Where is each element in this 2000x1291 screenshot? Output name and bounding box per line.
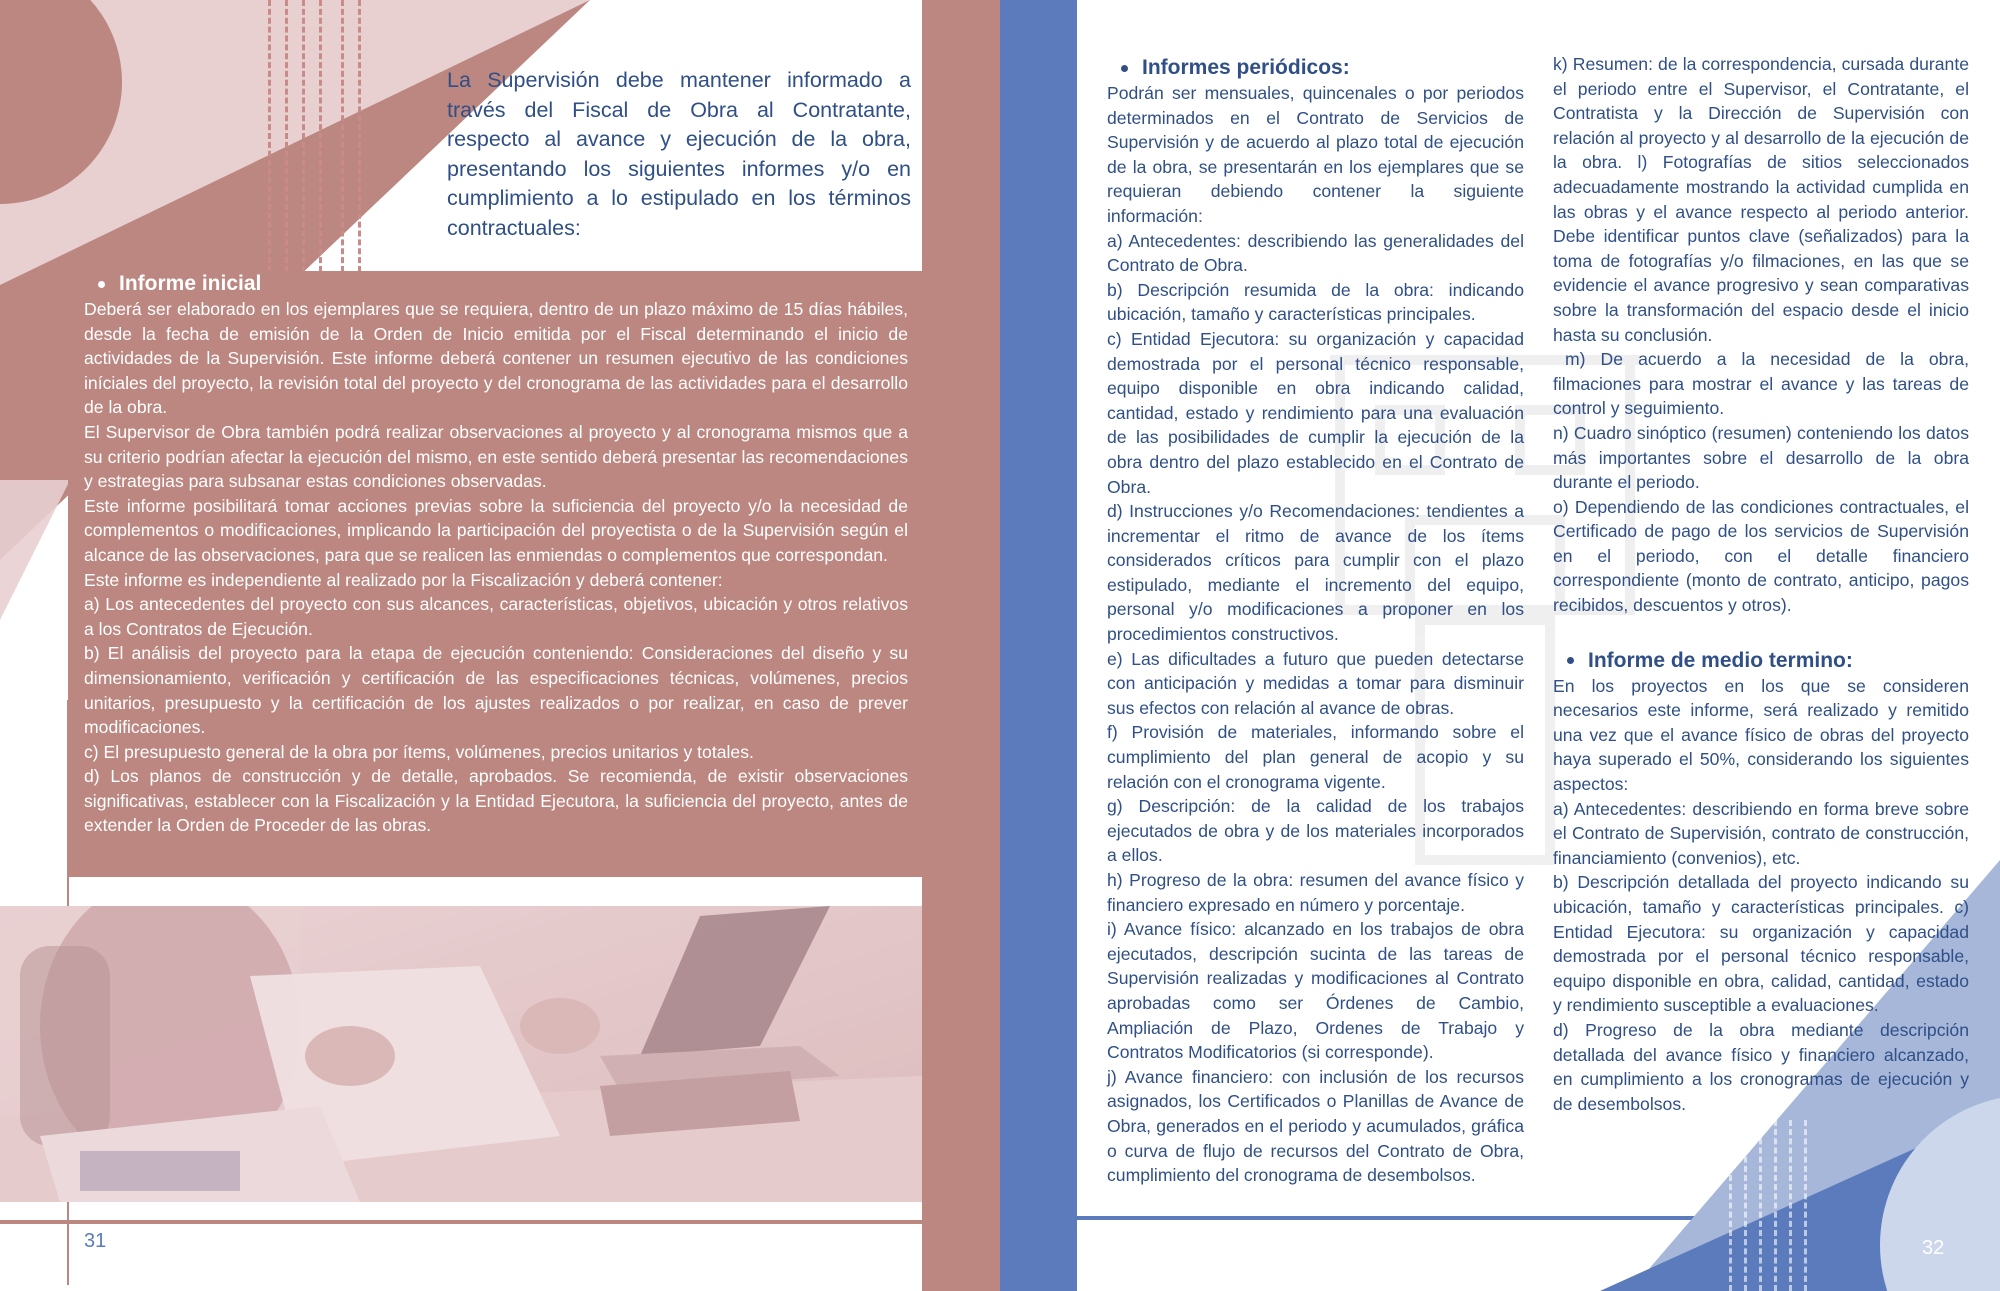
body-paragraph: m) De acuerdo a la necesidad de la obra, filmaciones para mostrar el avance y las tareas de control y seguimiento. [1553, 349, 1969, 419]
dashed-line [1759, 1120, 1762, 1291]
body-paragraph: k) Resumen: de la correspondencia, cursada durante el periodo entre el Supervisor, el Contratante, el Contratista y la Dirección de Supervisión con relación al proyecto y al desarrollo de la ejecución de la obra. l) Fotografías de sitios seleccionados adecuadamente mostrando la actividad cumplida en las obras y el avance respecto al periodo anterior. Debe identificar puntos clave (señalizados) para la toma de fotografías y/o filmaciones, en las que se evidencie el avance progresivo y sean comparativas sobre la transformación del espacio desde el inicio hasta su conclusión. [1553, 54, 1969, 345]
body-paragraph: n) Cuadro sinóptico (resumen) conteniendo los datos más importantes sobre el desarrollo de la obra durante el periodo. [1553, 422, 1969, 493]
informe-inicial-title: Informe inicial [119, 272, 262, 295]
body-paragraph: o) Dependiendo de las condiciones contractuales, el Certificado de pago de los servicios de Supervisión en el periodo, con el detalle financiero correspondiente (monto de contrato, anticipo, pagos recibidos, descuentos y otros). [1553, 496, 1969, 616]
dashed-line [1789, 1120, 1792, 1291]
body-paragraph: i) Avance físico: alcanzado en los trabajos de obra ejecutados, descripción sucinta de las tareas de Supervisión realizadas y modificaciones al Contrato aprobadas como ser Órdenes de Cambio, Ampliación de Plazo, Ordenes de Trabajo y Contratos Modificatorios (si corresponde). [1107, 919, 1524, 1063]
left-spine-band [922, 0, 1000, 1291]
column-informes-periodicos [1107, 55, 1524, 1188]
body-paragraph: j) Avance financiero: con inclusión de los recursos asignados, los Certificados o Planillas de Avance de Obra, generados en el periodo y acumulados, gráfica o curva de flujo de recursos del Contrato de Obra, cumplimiento del cronograma de desembolsos. [1107, 1066, 1524, 1186]
body-paragraph: c) Entidad Ejecutora: su organización y capacidad demostrada por el personal técnico responsable, equipo disponible en obra indicando calidad, cantidad, estado y rendimiento para una evaluación de las posibilidades de cumplir la ejecución de la obra dentro del plazo establecido en el Contrato de Obra. [1107, 328, 1524, 497]
bullet-dot [1567, 657, 1574, 664]
body-paragraph: g) Descripción: de la calidad de los trabajos ejecutados de obra y de los materiales incorporados a ellos. [1107, 796, 1524, 866]
informe-inicial-box [68, 271, 922, 877]
dashed-line [1729, 1120, 1732, 1291]
dashed-line [1744, 1120, 1747, 1291]
body-paragraph: d) Progreso de la obra mediante descripción detallada del avance físico y financiero alcanzado, en cumplimiento a los cronogramas de ejecución y de desembolsos. [1553, 1019, 1969, 1114]
body-paragraph: El Supervisor de Obra también podrá realizar observaciones al proyecto y al cronograma mismos que a su criterio podrían afectar la ejecución del mismo, en este sentido deberá presentar las recomendaciones y estrategias para subsanar estas condiciones observadas. [84, 421, 908, 492]
dashed-line [319, 0, 322, 272]
informe-medio-termino-heading [1553, 648, 1969, 674]
body-paragraph: b) El análisis del proyecto para la etapa de ejecución conteniendo: Consideraciones del diseño y su dimensionamiento, verificación y certificación de las especificaciones técnicas, volúmenes, precios unitarios, presupuesto y la certificación de los ajustes realizados o por realizar, en caso de prever modificaciones. [84, 643, 908, 738]
column-continuation [1553, 52, 1969, 1116]
bullet-dot [98, 281, 105, 288]
dashed-line [1804, 1120, 1807, 1291]
intro-paragraph: La Supervisión debe mantener informado a través del Fiscal de Obra al Contratante, respecto al avance y ejecución de la obra, presentando los siguientes informes y/o en cumplimiento a lo estipulado en los términos contractuales: [447, 68, 911, 240]
body-paragraph: Este informe posibilitará tomar acciones previas sobre la suficiencia del proyecto y/o la necesidad de complementos o modificaciones, implicando la participación del proyectista o de la Supervisión según el alcance de las observaciones, para que se realicen las enmiendas o complementos que correspondan. [84, 495, 908, 565]
body-paragraph: h) Progreso de la obra: resumen del avance físico y financiero expresado en número y porcentaje. [1107, 870, 1524, 915]
body-paragraph: Podrán ser mensuales, quincenales o por periodos determinados en el Contrato de Servicios de Supervisión y de acuerdo al plazo total de ejecución de la obra, se presentarán en los ejemplares que se requieran debiendo contener la siguiente información: [1107, 83, 1524, 226]
right-spine-band [1000, 0, 1077, 1291]
informe-inicial-heading [84, 271, 908, 297]
body-paragraph: c) El presupuesto general de la obra por ítems, volúmenes, precios unitarios y totales. [84, 741, 754, 762]
right-page [1000, 0, 2000, 1291]
informes-periodicos-heading [1107, 55, 1524, 81]
body-paragraph: En los proyectos en los que se consideren necesarios este informe, será realizado y remitido una vez que el avance físico de obras del proyecto haya superado el 50%, considerando los siguientes aspectos: [1553, 675, 1969, 795]
body-paragraph: a) Antecedentes: describiendo las generalidades del Contrato de Obra. [1107, 230, 1524, 276]
informes-periodicos-title: Informes periódicos: [1142, 56, 1350, 79]
page-number: 32 [1922, 1237, 1945, 1259]
body-paragraph: Este informe es independiente al realizado por la Fiscalización y deberá contener: [84, 569, 723, 590]
dashed-line [1774, 1120, 1777, 1291]
body-paragraph: a) Los antecedentes del proyecto con sus alcances, características, objetivos, ubicación y otros relativos a los Contratos de Ejecución. [84, 594, 908, 639]
dashed-line [341, 0, 344, 272]
left-small-triangle [0, 480, 70, 620]
body-paragraph: d) Instrucciones y/o Recomendaciones: tendientes a incrementar el ritmo de avance de los ítems considerados críticos para cumplir con el plazo estipulado, mediante el incremento del equipo, personal y/o modificaciones a proponer en los procedimientos constructivos. [1107, 501, 1524, 645]
dashed-line [358, 0, 361, 272]
body-paragraph: e) Las dificultades a futuro que pueden detectarse con anticipación y medidas a tomar para disminuir sus efectos con relación al avance de obras. [1107, 648, 1524, 718]
dashed-line [302, 0, 305, 272]
body-paragraph: b) Descripción detallada del proyecto indicando su ubicación, tamaño y características principales. c) Entidad Ejecutora: su organización y capacidad demostrada por el personal técnico responsable, equipo disponible en obra, calidad, cantidad, estado y rendimiento susceptible a evaluaciones. [1553, 872, 1969, 1016]
body-paragraph: Deberá ser elaborado en los ejemplares que se requiera, dentro de un plazo máximo de 15 días hábiles, desde la fecha de emisión de la Orden de Inicio emitida por el Fiscal determinando el inicio de actividades de la Supervisión. Este informe deberá contener un resumen ejecutivo de las condiciones iníciales del proyecto, la revisión total del proyecto y del cronograma de las actividades para el desarrollo de la obra. [84, 299, 908, 418]
bullet-dot [1121, 65, 1128, 72]
body-paragraph: f) Provisión de materiales, informando sobre el cumplimiento del plan general de acopio y su relación con el cronograma vigente. [1107, 722, 1524, 792]
dashed-line [268, 0, 271, 272]
body-paragraph: b) Descripción resumida de la obra: indicando ubicación, tamaño y características principales. [1107, 279, 1524, 325]
body-paragraph: d) Los planos de construcción y de detalle, aprobados. Se recomienda, de existir observaciones significativas, establecer con la Fiscalización y la Entidad Ejecutora, la suficiencia del proyecto, antes de extender la Orden de Proceder de las obras. [84, 766, 908, 836]
page-number: 31 [84, 1230, 107, 1252]
body-paragraph: a) Antecedentes: describiendo en forma breve sobre el Contrato de Supervisión, contrato de construcción, financiamiento (convenios), etc. [1553, 798, 1969, 868]
dashed-line [285, 0, 288, 272]
informe-medio-termino-title: Informe de medio termino: [1588, 648, 1853, 672]
office-photo [0, 906, 922, 1202]
